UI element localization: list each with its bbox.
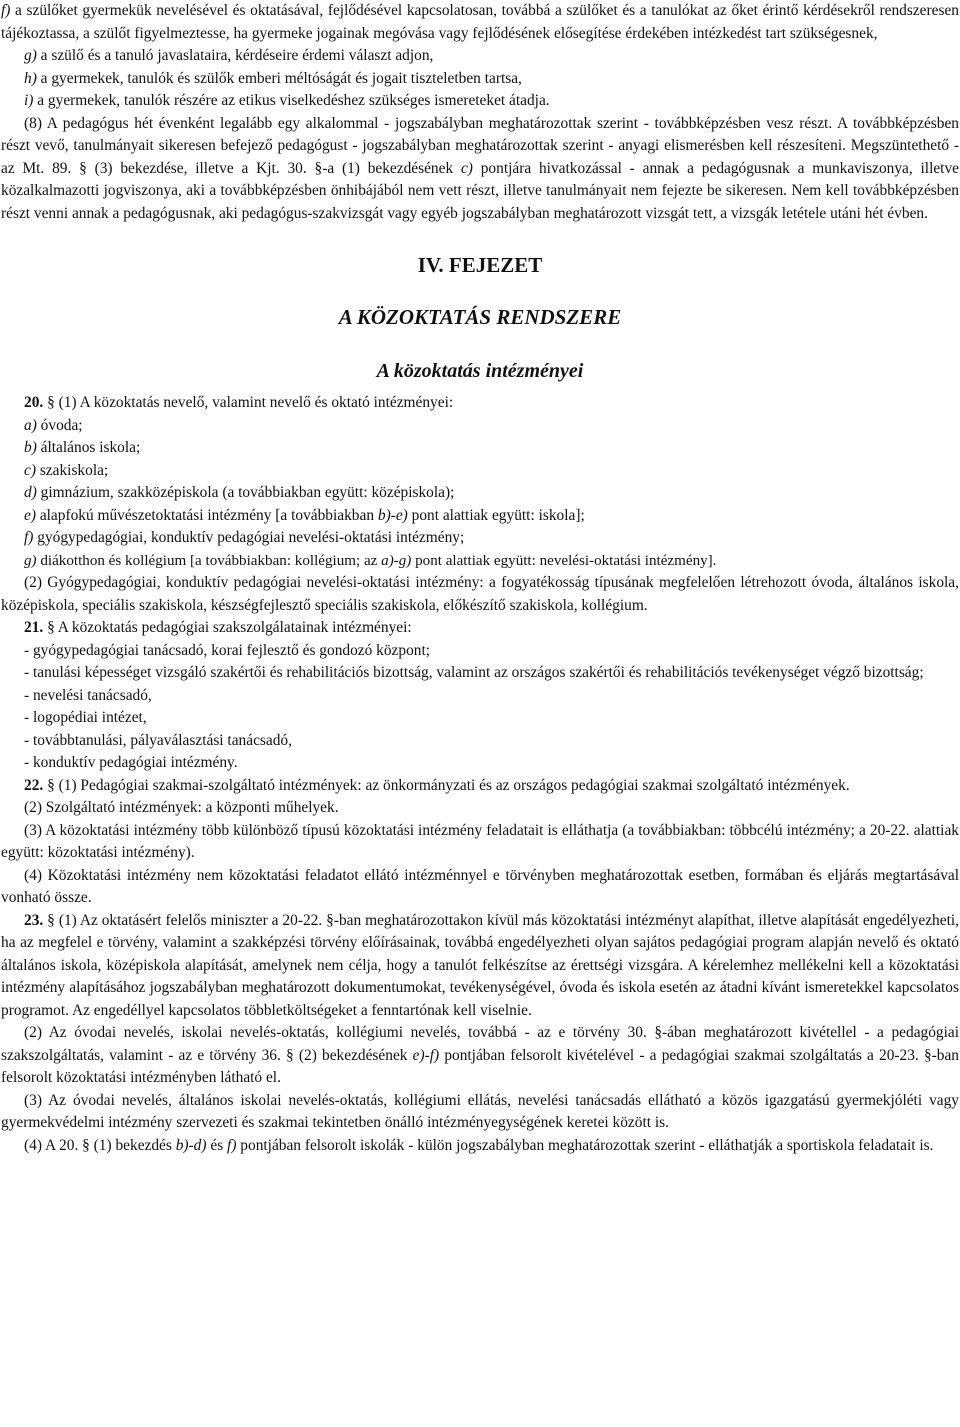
list-item: - logopédiai intézet, — [24, 709, 147, 726]
list-item: d) gimnázium, szakközépiskola (a továbbiakban együtt: középiskola); — [24, 484, 455, 501]
section-22 — [1, 775, 959, 910]
section-23-paragraph-2: (2) Az óvodai nevelés, iskolai nevelés-oktatás, kollégiumi nevelés, továbbá - az e törvény 30. §-ában meghatározott kivétellel - a pedagógiai szakszolgáltatás, valamint - az e törvény 36. § (2) bekezdésének e)-f) pontjában felsorolt kivételével - a pedagógiai szakmai szolgáltatás a 20-23. §-ban felsorolt közoktatási intézményben látható el. — [1, 1024, 959, 1086]
list-item-i: i) a gyermekek, tanulók részére az etikus viselkedéshez szükséges ismereteket átadja. — [24, 92, 550, 109]
section-22-intro: 22. § (1) Pedagógiai szakmai-szolgáltató intézmények: az önkormányzati és az országos pedagógiai szakmai szolgáltató intézmények. — [24, 776, 850, 794]
section-20-intro: 20. § (1) A közoktatás nevelő, valamint nevelő és oktató intézményei: — [24, 394, 454, 411]
list-item: a) óvoda; — [24, 416, 83, 434]
list-item: - tanulási képességet vizsgáló szakértői és rehabilitációs bizottság, valamint az országos szakértői és rehabilitációs tevékenységet végző bizottság; — [24, 664, 924, 681]
list-item: c) szakiskola; — [24, 461, 109, 479]
list-item: b) általános iskola; — [24, 439, 141, 456]
list-item-g: g) a szülő és a tanuló javaslataira, kérdéseire érdemi választ adjon, — [24, 47, 434, 64]
section-22-paragraph-4: (4) Közoktatási intézmény nem közoktatási feladatot ellátó intézménnyel e törvényben meghatározottak esetben, formában és eljárás megtartásával vonható össze. — [1, 866, 959, 906]
list-item: e) alapfokú művészetoktatási intézmény [a továbbiakban b)-e) pont alattiak együtt: iskola]; — [24, 506, 585, 524]
list-item: - konduktív pedagógiai intézmény. — [24, 754, 238, 771]
section-23 — [1, 910, 959, 1158]
list-item: g) diákotthon és kollégium [a továbbiakban: kollégium; az a)-g) pont alattiak együtt: nevelési-oktatási intézmény]. — [24, 552, 717, 569]
paragraph-8: (8) A pedagógus hét évenként legalább egy alkalommal - jogszabályban meghatározottak szerint - továbbképzésben vesz részt. A továbbképzésben részt vevő, tanulmányait sikeresen befejező pedagógust - jogszabályban meghatározottak szerint - anyagi elismerésben kell részesíteni. Megszüntethető - az Mt. 89. § (3) bekezdése, illetve a Kjt. 30. §-a (1) bekezdésének c) pontjára hivatkozással - annak a pedagógusnak a munkaviszonya, illetve közalkalmazotti jogviszonya, aki a továbbképzésben önhibájából nem vett részt, illetve tanulmányait nem fejezte be sikeresen. Nem kell továbbképzésben részt venni annak a pedagógusnak, aki pedagógus-szakvizsgát vagy egyéb jogszabályban meghatározott vizsgát tett, a vizsgák letétele utáni hét évben. — [1, 114, 959, 222]
section-23-paragraph-4: (4) A 20. § (1) bekezdés b)-d) és f) pontjában felsorolt iskolák - külön jogszabályban meghatározottak szerint - elláthatják a sportiskola feladatait is. — [24, 1136, 934, 1154]
section-23-paragraph-3: (3) Az óvodai nevelés, általános iskolai nevelés-oktatás, kollégiumi ellátás, nevelési tanácsadás ellátható a közös igazgatású gyermekjóléti vagy gyermekvédelmi intézmény szervezeti és szakmai tekintetben önálló intézményegységének keretei között is. — [1, 1091, 959, 1131]
section-23-intro: 23. § (1) Az oktatásért felelős miniszter a 20-22. §-ban meghatározottakon kívül más közoktatási intézményt alapíthat, illetve alapítását engedélyezheti, ha az megfelel e törvény, valamint a szakképzési törvény előírásainak, továbbá engedélyezheti olyan sajátos pedagógiai program alapján nevelő és oktató általános iskola, középiskola alapítását, amelynek nem célja, hogy a tanulót felkészítse az érettségi vizsgára. A kérelemhez mellékelni kell a közoktatási intézmény alapításához jogszabályban meghatározott dokumentumokat, tevékenységével, óvoda és iskola esetén az átadni kívánt ismeretekkel kapcsolatos programot. Az engedéllyel kapcsolatos többletköltségeket a fenntartónak kell viselnie. — [1, 911, 959, 1019]
section-21-intro: 21. § A közoktatás pedagógiai szakszolgálatainak intézményei: — [24, 619, 412, 636]
list-item-f: f) a szülőket gyermekük nevelésével és oktatásával, fejlődésével kapcsolatosan, továbbá a szülőket és a tanulókat az őket érintő kérdésekről rendszeresen tájékoztassa, a szülőt figyelmeztesse, ha gyermeke jogainak megóvása vagy fejlődésének elősegítése érdekében intézkedést tart szükségesnek, — [1, 2, 959, 42]
list-item: - nevelési tanácsadó, — [24, 686, 152, 704]
section-subtitle: A közoktatás intézményei — [376, 360, 584, 382]
section-20-paragraph-2: (2) Gyógypedagógiai, konduktív pedagógiai nevelési-oktatási intézmény: a fogyatékosság típusának megfelelően létrehozott óvoda, általános iskola, középiskola, speciális szakiskola, készségfejlesztő speciális szakiskola, előkészítő szakiskola, kollégium. — [1, 574, 959, 614]
chapter-heading: IV. FEJEZET — [417, 253, 543, 277]
section-21 — [1, 617, 959, 775]
list-item-h: h) a gyermekek, tanulók és szülők emberi méltóságát és jogait tiszteletben tartsa, — [24, 69, 522, 87]
list-item: - továbbtanulási, pályaválasztási tanácsadó, — [24, 731, 292, 749]
section-22-paragraph-3: (3) A közoktatási intézmény több különböző típusú közoktatási intézmény feladatait is elláthatja (a továbbiakban: többcélú intézmény; a 20-22. alattiak együtt: közoktatási intézmény). — [1, 821, 959, 861]
section-22-paragraph-2: (2) Szolgáltató intézmények: a központi műhelyek. — [24, 799, 339, 816]
list-duties — [1, 0, 959, 113]
section-20 — [1, 392, 959, 617]
chapter-title: A KÖZOKTATÁS RENDSZERE — [338, 305, 622, 329]
list-item: - gyógypedagógiai tanácsadó, korai fejlesztő és gondozó központ; — [24, 641, 431, 659]
list-item: f) gyógypedagógiai, konduktív pedagógiai nevelési-oktatási intézmény; — [24, 529, 465, 546]
